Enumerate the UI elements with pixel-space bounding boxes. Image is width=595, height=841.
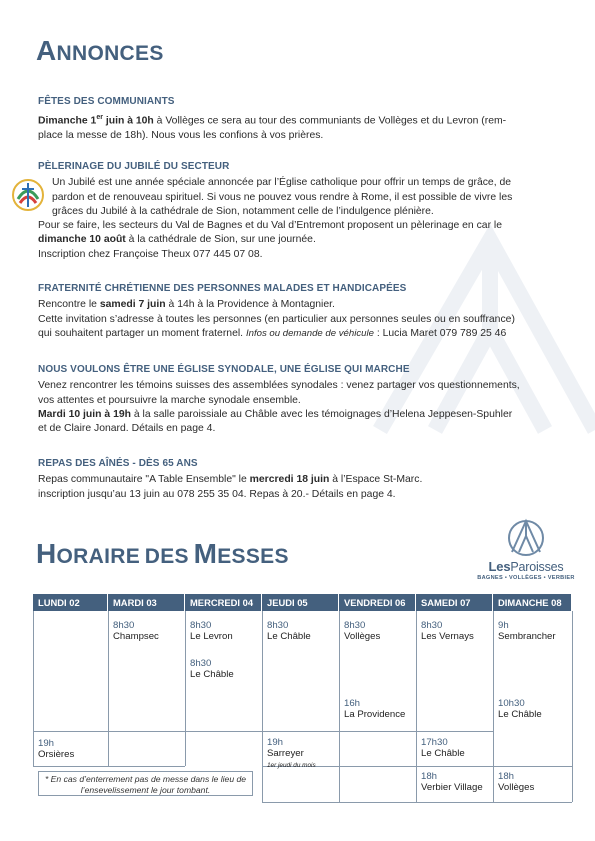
announcement-line: Mardi 10 juin à 19h à la salle paroissiale au Châble avec les témoignages d’Helena Jeppesen-Spuhler bbox=[38, 408, 513, 420]
grid-line bbox=[33, 731, 416, 732]
announcement-line: Pour se faire, les secteurs du Val de Bagnes et du Val d’Entremont proposent un pèlerinage en car le bbox=[38, 220, 503, 232]
mass-place: La Providence bbox=[344, 709, 406, 720]
mass-time: 8h30 bbox=[190, 620, 212, 631]
grid-line bbox=[33, 766, 185, 767]
day-header: MERCREDI 04 bbox=[185, 594, 262, 611]
announcement-line: qui souhaitent partager un moment fraternel. Infos ou demande de véhicule : Lucia Maret 079 789 25 46 bbox=[38, 327, 507, 339]
announcement-line: Dimanche 1er juin à 10h à Vollèges ce sera au tour des communiants de Vollèges et du Levron (rem- bbox=[38, 114, 507, 127]
mass-place: Champsec bbox=[113, 631, 159, 642]
mass-place: Les Vernays bbox=[421, 631, 474, 642]
announcement-line: Rencontre le samedi 7 juin à 14h à la Providence à Montagnier. bbox=[38, 299, 335, 311]
mass-entry bbox=[267, 620, 311, 642]
mass-place: Le Châble bbox=[267, 631, 311, 642]
announcement-section bbox=[38, 363, 571, 436]
day-header: VENDREDI 06 bbox=[339, 594, 416, 611]
grid-line bbox=[416, 766, 493, 767]
announcement-title: FRATERNITÉ CHRÉTIENNE DES PERSONNES MALADES ET HANDICAPÉES bbox=[38, 283, 407, 294]
day-header: SAMEDI 07 bbox=[416, 594, 493, 611]
announcement-line: inscription jusqu’au 13 juin au 078 255 35 04. Repas à 20.- Détails en page 4. bbox=[38, 488, 396, 500]
mass-place: Vollèges bbox=[498, 782, 535, 793]
mass-place: Le Levron bbox=[190, 631, 233, 642]
announcement-line: Repas communautaire "A Table Ensemble" le mercredi 18 juin à l’Espace St-Marc. bbox=[38, 474, 423, 486]
logo-paroisses: Paroisses bbox=[510, 560, 564, 574]
announcement-line: Venez rencontrer les témoins suisses des assemblées synodales : venez partager vos questionnements, bbox=[38, 380, 520, 392]
mass-entry bbox=[344, 698, 405, 720]
mass-time: 9h bbox=[498, 620, 509, 631]
logo-subtitle: BAGNES • VOLLÈGES • VERBIER bbox=[477, 575, 575, 581]
mass-time: 8h30 bbox=[190, 658, 212, 669]
mass-time: 8h30 bbox=[113, 620, 135, 631]
mass-time: 19h bbox=[267, 737, 284, 748]
mass-place: Le Châble bbox=[190, 669, 234, 680]
day-header: MARDI 03 bbox=[108, 594, 185, 611]
mass-schedule-table bbox=[33, 594, 572, 802]
grid-line bbox=[493, 766, 572, 767]
annonces-title: ANNONCES bbox=[36, 35, 164, 66]
announcement-title: REPAS DES AÎNÉS - DÈS 65 ANS bbox=[38, 458, 198, 469]
grid-line bbox=[572, 611, 573, 802]
mass-place: Verbier Village bbox=[421, 782, 483, 793]
grid-line bbox=[493, 611, 494, 802]
day-header: DIMANCHE 08 bbox=[493, 594, 572, 611]
grid-line bbox=[108, 611, 109, 766]
horaire-title: HORAIRE DES MESSES bbox=[36, 538, 289, 569]
mass-place: Le Châble bbox=[421, 748, 465, 759]
mass-entry bbox=[421, 771, 483, 793]
mass-entry bbox=[267, 737, 316, 771]
announcement-title: NOUS VOULONS ÊTRE UNE ÉGLISE SYNODALE, UNE ÉGLISE QUI MARCHE bbox=[38, 364, 410, 375]
day-header: LUNDI 02 bbox=[33, 594, 108, 611]
mass-entry bbox=[113, 620, 159, 642]
announcement-line: place la messe de 18h). Nous vous les confions à vos prières. bbox=[38, 130, 324, 142]
mass-entry bbox=[498, 620, 556, 642]
announcement-section bbox=[38, 160, 571, 262]
mass-entry bbox=[38, 738, 74, 760]
mass-time: 18h bbox=[421, 771, 438, 782]
mass-time: 18h bbox=[498, 771, 515, 782]
announcement-section bbox=[38, 282, 571, 341]
mass-time: 8h30 bbox=[421, 620, 443, 631]
grid-line bbox=[185, 611, 186, 766]
announcement-section bbox=[38, 457, 571, 502]
logo-les: Les bbox=[488, 559, 511, 574]
announcement-title: PÈLERINAGE DU JUBILÉ DU SECTEUR bbox=[38, 161, 230, 172]
grid-line bbox=[339, 611, 340, 802]
footnote: * En cas d’enterrement pas de messe dans le lieu de l’ensevelissement le jour tombant. bbox=[38, 771, 253, 796]
grid-line bbox=[262, 611, 263, 802]
mass-entry bbox=[190, 620, 233, 642]
grid-line bbox=[262, 802, 572, 803]
announcement-title: FÊTES DES COMMUNIANTS bbox=[38, 96, 175, 107]
mass-time: 8h30 bbox=[267, 620, 289, 631]
announcement-line: grâces du Jubilé à la cathédrale de Sion, notamment celle de l’indulgence plénière. bbox=[52, 205, 434, 217]
mass-place: Vollèges bbox=[344, 631, 381, 642]
mass-time: 17h30 bbox=[421, 737, 448, 748]
paroisses-logo bbox=[476, 516, 576, 586]
mass-entry bbox=[344, 620, 380, 642]
announcement-line: Un Jubilé est une année spéciale annoncée par l’Église catholique pour offrir un temps de grâce, de bbox=[52, 177, 512, 189]
grid-line bbox=[416, 731, 493, 732]
announcement-line: dimanche 10 août à la cathédrale de Sion, sur une journée. bbox=[38, 234, 316, 246]
mass-place: Orsières bbox=[38, 749, 75, 760]
mass-time: 8h30 bbox=[344, 620, 366, 631]
mass-place: Sembrancher bbox=[498, 631, 556, 642]
announcement-section bbox=[38, 95, 571, 143]
mass-time: 16h bbox=[344, 698, 361, 709]
announcement-line: Inscription chez Françoise Theux 077 445 07 08. bbox=[38, 248, 263, 260]
mass-entry bbox=[421, 737, 465, 759]
mass-entry bbox=[498, 698, 542, 720]
grid-line bbox=[33, 611, 34, 766]
mass-entry bbox=[498, 771, 534, 793]
mass-place: Sarreyer bbox=[267, 748, 304, 759]
mass-note: 1er jeudi du mois bbox=[267, 762, 316, 769]
mass-entry bbox=[190, 658, 234, 680]
announcement-line: Cette invitation s’adresse à toutes les personnes (en particulier aux personnes seules ou en souffrance) bbox=[38, 313, 515, 325]
announcement-line: vos attentes et poursuivre la marche synodale ensemble. bbox=[38, 394, 301, 406]
mass-time: 19h bbox=[38, 738, 55, 749]
announcement-line: pardon et de renouveau spirituel. Si vous ne pouvez vous rendre à Rome, il est possible de vivre les bbox=[52, 191, 513, 203]
mass-time: 10h30 bbox=[498, 698, 525, 709]
day-header: JEUDI 05 bbox=[262, 594, 339, 611]
paroisses-logo-icon bbox=[504, 516, 548, 558]
grid-line bbox=[416, 611, 417, 802]
mass-entry bbox=[421, 620, 474, 642]
announcement-line: et de Claire Jonard. Détails en page 4. bbox=[38, 423, 216, 435]
mass-place: Le Châble bbox=[498, 709, 542, 720]
